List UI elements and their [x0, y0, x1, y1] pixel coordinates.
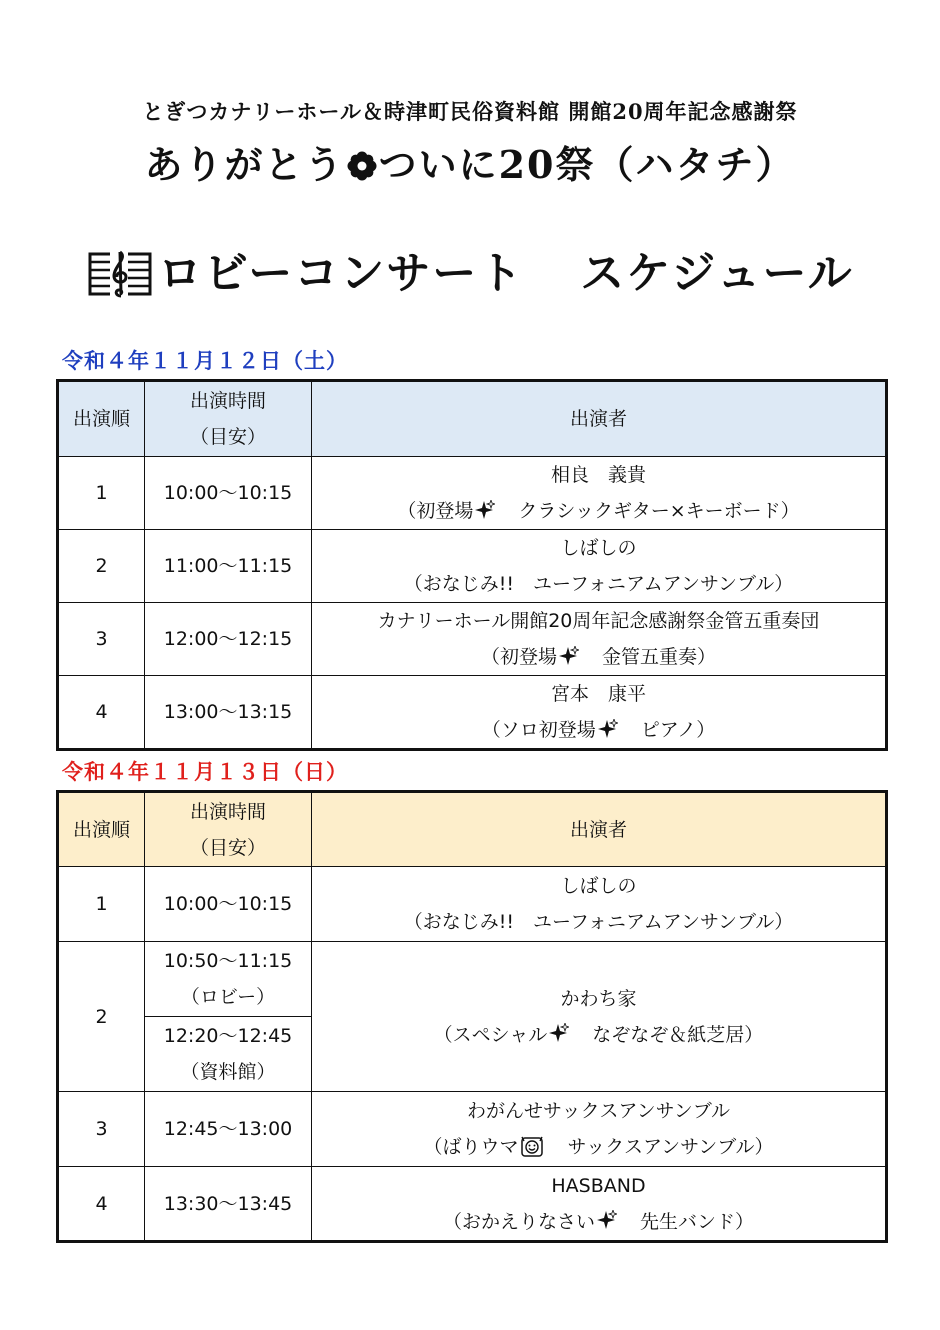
performer-name: HASBAND [551, 1174, 646, 1197]
table-row [58, 1092, 887, 1167]
row-performer [312, 942, 887, 1092]
table-row [58, 603, 887, 676]
table-row [58, 942, 887, 1017]
table-row [58, 867, 887, 942]
concert-heading [88, 244, 868, 304]
desc-part-a: （初登場 [480, 646, 557, 668]
table-row [58, 457, 887, 530]
row-performer [312, 867, 887, 942]
row-order: 2 [58, 530, 145, 603]
concert-label: ロビーコンサート [158, 248, 525, 299]
row-time: 10:00〜10:15 [145, 867, 312, 942]
row-time: 11:00〜11:15 [145, 530, 312, 603]
row-order: 2 [58, 942, 145, 1092]
place-museum: （資料館） [180, 1061, 276, 1083]
header-time-line2: （目安） [189, 836, 266, 859]
header-time-line1: 出演時間 [189, 800, 266, 823]
row-time: 12:45〜13:00 [145, 1092, 312, 1167]
performer-desc [312, 1017, 885, 1053]
desc-part-b: 先生バンド） [621, 1210, 755, 1233]
day2-date: 令和４年１１月１３日（日） [62, 760, 348, 784]
row-time: 13:30〜13:45 [145, 1167, 312, 1242]
row-performer [312, 603, 887, 676]
row-time: 13:00〜13:15 [145, 676, 312, 750]
desc-part-a: （ばりウマ [423, 1136, 519, 1158]
row-order: 3 [58, 1092, 145, 1167]
row-time: 10:00〜10:15 [145, 457, 312, 530]
desc-part-a: （おかえりなさい [442, 1210, 595, 1233]
performer-name: しばしの [560, 875, 637, 897]
title-part2: ついに20祭（ハタチ） [378, 142, 796, 187]
concert-schedule-heading [158, 244, 854, 304]
sparkle-icon [549, 1023, 569, 1043]
table-row [58, 676, 887, 750]
place-lobby: （ロビー） [180, 986, 276, 1008]
header-performer: 出演者 [312, 381, 887, 457]
music-staff-icon [88, 248, 152, 300]
smiling-face-icon [521, 1135, 543, 1157]
sparkle-icon [598, 719, 618, 739]
row-order: 3 [58, 603, 145, 676]
performer-name: 相良 義貴 [550, 464, 646, 486]
performer-desc: （おなじみ!! ユーフォニアムアンサンブル） [403, 573, 794, 595]
day2-schedule-table [56, 790, 888, 1243]
title-part1: ありがとう [144, 142, 345, 187]
event-subtitle: とぎつカナリーホール＆時津町民俗資料館 開館20周年記念感謝祭 [142, 99, 798, 124]
day1-schedule-table [56, 379, 888, 751]
desc-part-a: （スペシャル [433, 1023, 548, 1046]
row-order: 4 [58, 1167, 145, 1242]
table-row [58, 530, 887, 603]
sparkle-icon [475, 500, 495, 520]
desc-part-a: （ソロ初登場 [481, 719, 596, 741]
event-title [0, 134, 940, 189]
performer-name: しばしの [560, 537, 637, 559]
header-performer: 出演者 [312, 792, 887, 867]
sparkle-icon [597, 1210, 617, 1230]
row-time [145, 1017, 312, 1092]
desc-part-b: ピアノ） [621, 719, 716, 741]
row-time: 12:00〜12:15 [145, 603, 312, 676]
row-performer [312, 1167, 887, 1242]
row-order: 4 [58, 676, 145, 750]
header-order: 出演順 [58, 381, 145, 457]
sparkle-icon [559, 646, 579, 666]
table-row [58, 1167, 887, 1242]
row-performer [312, 530, 887, 603]
performer-desc [312, 712, 885, 748]
performer-name: カナリーホール開館20周年記念感謝祭金管五重奏団 [377, 610, 820, 632]
desc-part-b: 金管五重奏） [583, 646, 717, 668]
header-time [145, 792, 312, 867]
header-order: 出演順 [58, 792, 145, 867]
day1-date: 令和４年１１月１２日（土） [62, 349, 348, 373]
row-time [145, 942, 312, 1017]
performer-desc [312, 639, 885, 675]
performer-desc [312, 493, 885, 529]
performer-name: 宮本 康平 [550, 683, 646, 705]
header-time-line1: 出演時間 [189, 390, 266, 412]
row-order: 1 [58, 457, 145, 530]
row-performer [312, 676, 887, 750]
row-performer [312, 457, 887, 530]
flower-icon [347, 151, 377, 181]
time-museum: 12:20〜12:45 [163, 1025, 293, 1047]
header-time-line2: （目安） [189, 426, 266, 448]
desc-part-a: （初登場 [397, 500, 474, 522]
schedule-label: スケジュール [580, 248, 854, 299]
performer-name: わがんせサックスアンサンブル [467, 1100, 730, 1122]
row-performer [312, 1092, 887, 1167]
performer-desc [312, 1129, 885, 1165]
desc-part-b: サックスアンサンブル） [548, 1136, 774, 1158]
performer-name: かわち家 [560, 987, 637, 1010]
table-header-row [58, 792, 887, 867]
desc-part-b: クラシックギター×キーボード） [499, 500, 800, 522]
desc-part-b: なぞなぞ＆紙芝居） [573, 1023, 764, 1046]
header-time [145, 381, 312, 457]
performer-desc: （おなじみ!! ユーフォニアムアンサンブル） [403, 911, 794, 933]
performer-desc [312, 1204, 885, 1240]
time-lobby: 10:50〜11:15 [163, 950, 293, 972]
table-header-row [58, 381, 887, 457]
row-order: 1 [58, 867, 145, 942]
